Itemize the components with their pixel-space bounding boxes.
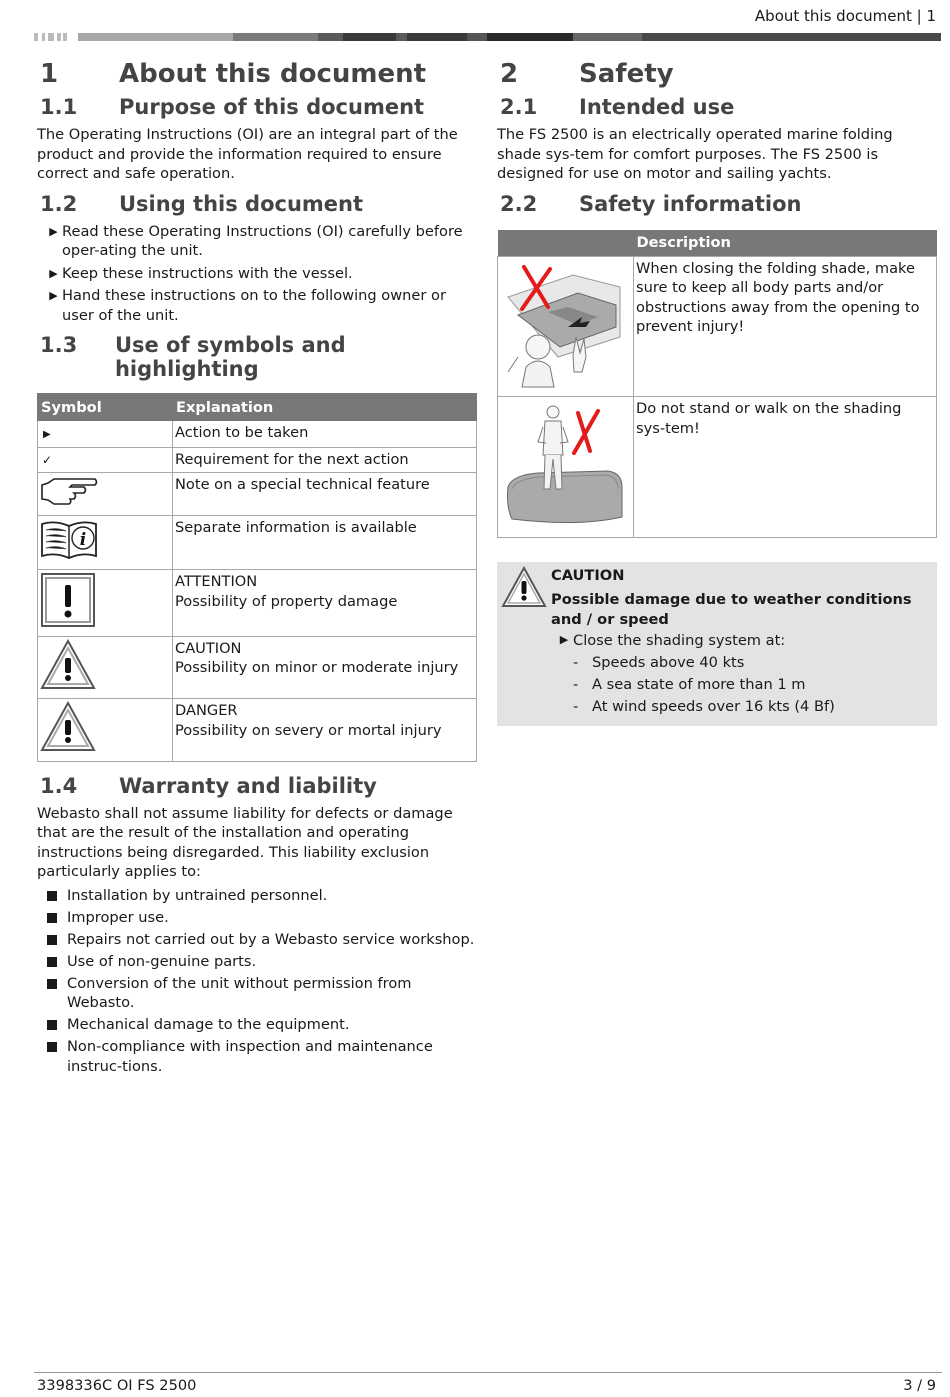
list-item: Mechanical damage to the equipment. — [37, 1015, 477, 1035]
header-title: About this document | 1 — [754, 7, 936, 25]
section-1-2-heading: 1.2 Using this document — [40, 191, 364, 216]
pointing-hand-icon — [40, 475, 98, 507]
list-item: Conversion of the unit without permission from Webasto. — [37, 974, 477, 1013]
action-triangle-icon: ▶ — [49, 266, 58, 280]
section-1-3-heading: 1.3 Use of symbols and highlighting — [40, 333, 346, 381]
bullet-square-icon — [37, 908, 67, 928]
info-book-icon — [40, 518, 98, 562]
footer-doc-id: 3398336C OI FS 2500 — [37, 1377, 197, 1394]
bullet-square-icon — [37, 1037, 67, 1076]
checkmark-icon: ✓ — [42, 452, 53, 467]
person-standing-illustration — [498, 397, 628, 531]
caution-box — [497, 562, 937, 726]
left-column — [37, 55, 477, 1079]
section-2-2-heading: 2.2 Safety information — [500, 191, 802, 216]
section-1-1-heading: 1.1 Purpose of this document — [40, 95, 425, 119]
caution-triangle-icon — [40, 639, 96, 691]
symbols-table — [37, 393, 477, 762]
danger-triangle-icon — [40, 701, 96, 753]
warranty-text: Webasto shall not assume liability for defects or damage that are the result of the installation and operating instructions being disregarded. This liability exclusion particularly applies to: — [37, 804, 453, 880]
list-item: - Speeds above 40 kts — [573, 653, 745, 671]
footer-page-number: 3 / 9 — [903, 1377, 936, 1394]
action-triangle-icon: ▶ — [49, 289, 58, 302]
bullet-square-icon — [37, 930, 67, 950]
table-row: DANGER Possibility on severy or mortal injury — [38, 699, 477, 762]
intended-use-text: The FS 2500 is an electrically operated marine folding shade sys-tem for comfort purposes. The FS 2500 is designed for use on motor and sailing yachts. — [497, 126, 893, 182]
action-triangle-icon: ▶ — [49, 224, 58, 238]
section-1-4-heading: 1.4 Warranty and liability — [40, 773, 377, 798]
bullet-square-icon — [37, 952, 67, 972]
attention-square-icon — [40, 572, 96, 628]
header-stripe — [34, 33, 942, 41]
table-row: When closing the folding shade, make sure to keep all body parts and/or obstructions away from the opening to prevent injury! — [498, 256, 937, 397]
section-2-heading: 2 Safety — [500, 59, 674, 89]
action-triangle-icon: ▶ — [43, 429, 51, 440]
list-item: ▶ Keep these instructions with the vessel. — [37, 264, 477, 284]
table-row: ATTENTION Possibility of property damage — [38, 570, 477, 637]
list-item: - A sea state of more than 1 m — [573, 675, 806, 693]
using-list — [37, 222, 477, 326]
table-row: Do not stand or walk on the shading sys-tem! — [498, 397, 937, 538]
footer-rule — [34, 1372, 942, 1373]
hand-in-opening-illustration — [498, 257, 628, 391]
table-row: Note on a special technical feature — [38, 473, 477, 516]
list-item: ▶ Read these Operating Instructions (OI) carefully before oper-ating the unit. — [37, 222, 477, 261]
purpose-text: The Operating Instructions (OI) are an integral part of the product and provide the information required to ensure correct and safe operation. — [37, 126, 458, 182]
right-column — [497, 55, 937, 726]
list-item: Use of non-genuine parts. — [37, 952, 477, 972]
list-item: Repairs not carried out by a Webasto service workshop. — [37, 930, 477, 950]
table-row: i Separate information is available — [38, 515, 477, 570]
table-row: ▶ Action to be taken — [38, 421, 477, 448]
safety-table — [497, 230, 937, 538]
caution-label: CAUTION — [551, 566, 625, 584]
caution-list — [551, 652, 927, 718]
list-item: ▶ Hand these instructions on to the following owner or user of the unit. — [37, 286, 477, 325]
caution-action: ▶ Close the shading system at: — [551, 630, 927, 652]
symbol-column-header: Symbol — [38, 394, 173, 421]
section-2-1-heading: 2.1 Intended use — [500, 95, 735, 119]
warranty-list — [37, 886, 477, 1077]
bullet-square-icon — [37, 974, 67, 1013]
list-item: Non-compliance with inspection and maintenance instruc-tions. — [37, 1037, 477, 1076]
description-column-header: Description — [634, 230, 937, 257]
bullet-square-icon — [37, 886, 67, 906]
caution-triangle-icon — [501, 566, 547, 608]
list-item: Improper use. — [37, 908, 477, 928]
list-item: Installation by untrained personnel. — [37, 886, 477, 906]
table-row: ✓ Requirement for the next action — [38, 447, 477, 473]
table-row: CAUTION Possibility on minor or moderate injury — [38, 636, 477, 699]
action-triangle-icon: ▶ — [559, 632, 569, 646]
caution-heading: Possible damage due to weather conditions and / or speed — [551, 590, 912, 628]
list-item: - At wind speeds over 16 kts (4 Bf) — [573, 697, 835, 715]
svg-text:i: i — [79, 529, 87, 550]
section-1-heading: 1 About this document — [40, 59, 427, 89]
bullet-square-icon — [37, 1015, 67, 1035]
explanation-column-header: Explanation — [173, 394, 477, 421]
